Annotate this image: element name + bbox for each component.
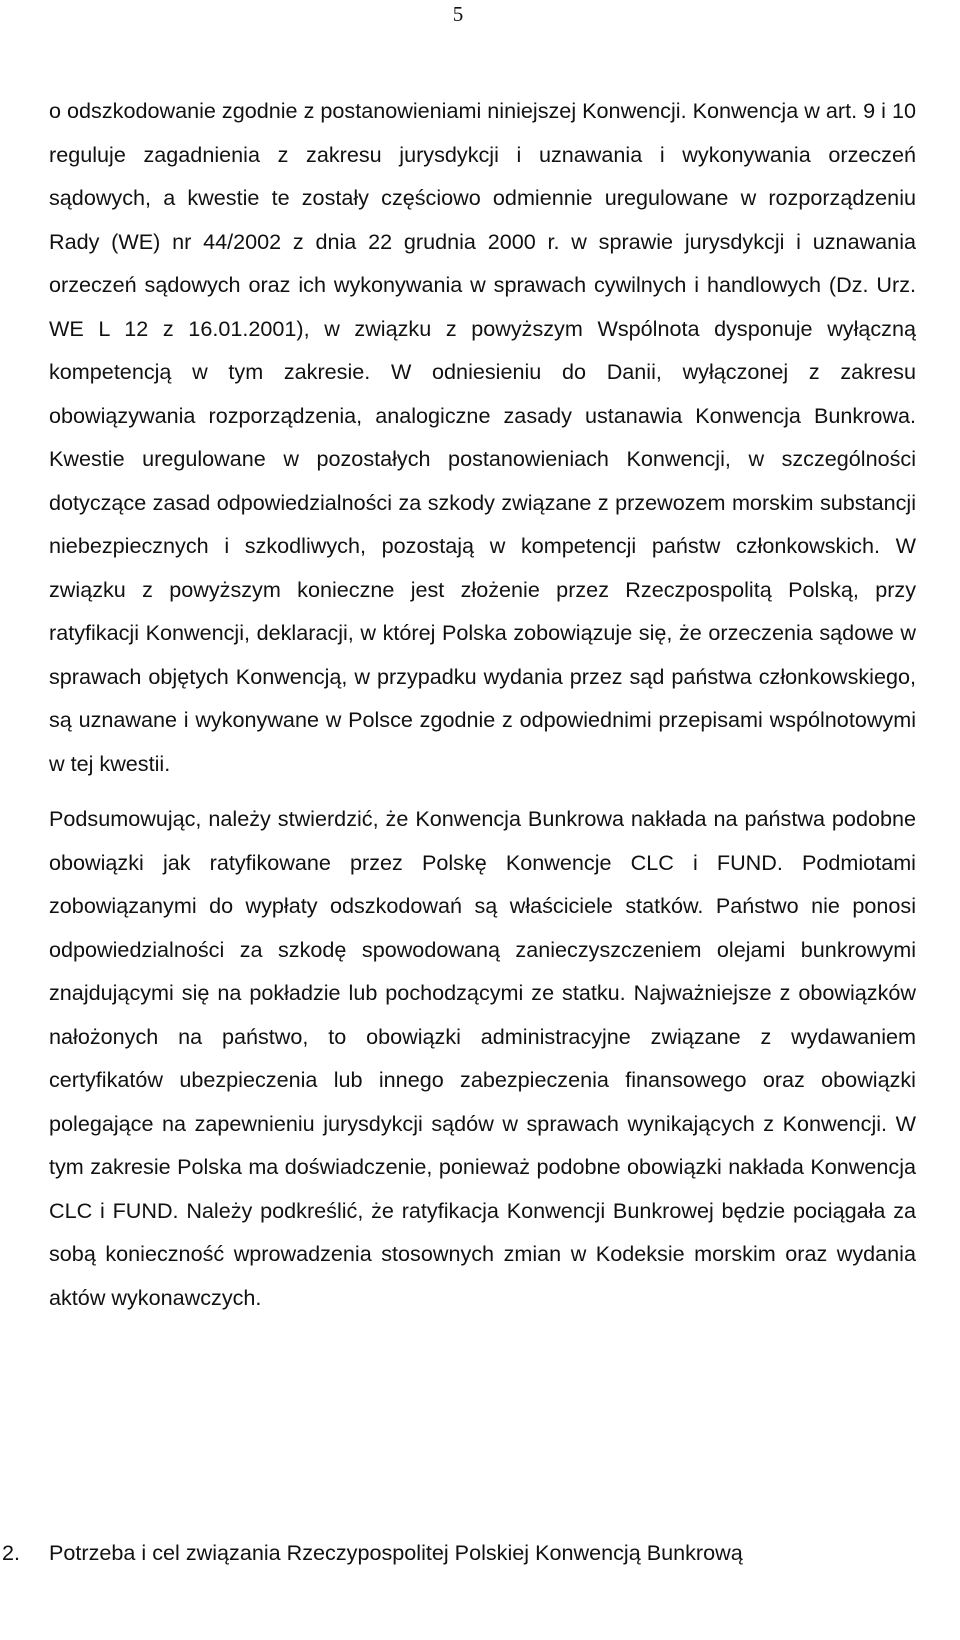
document-body (49, 89, 916, 1319)
paragraph-jurisdiction: o odszkodowanie zgodnie z postanowieniami niniejszej Konwencji. Konwencja w art. 9 i 10 reguluje zagadnienia z zakresu jurysdykcji i uznawania i wykonywania orzeczeń sądowych, a kwestie te zostały częściowo odmiennie uregulowane w rozporządzeniu Rady (WE) nr 44/2002 z dnia 22 grudnia 2000 r. w sprawie jurysdykcji i uznawania orzeczeń sądowych oraz ich wykonywania w sprawach cywilnych i handlowych (Dz. Urz. WE L 12 z 16.01.2001), w związku z powyższym Wspólnota dysponuje wyłączną kompetencją w tym zakresie. W odniesieniu do Danii, wyłączonej z zakresu obowiązywania rozporządzenia, analogiczne zasady ustanawia Konwencja Bunkrowa. Kwestie uregulowane w pozostałych postanowieniach Konwencji, w szczególności dotyczące zasad odpowiedzialności za szkody związane z przewozem morskim substancji niebezpiecznych i szkodliwych, pozostają w kompetencji państw członkowskich. W związku z powyższym konieczne jest złożenie przez Rzeczpospolitą Polską, przy ratyfikacji Konwencji, deklaracji, w której Polska zobowiązuje się, że orzeczenia sądowe w sprawach objętych Konwencją, w przypadku wydania przez sąd państwa członkowskiego, są uznawane i wykonywane w Polsce zgodnie z odpowiednimi przepisami wspólnotowymi w tej kwestii. (49, 98, 916, 776)
section-number: 2. (2, 1540, 21, 1565)
page-number: 5 (452, 2, 464, 26)
section-title: Potrzeba i cel związania Rzeczypospolitej Polskiej Konwencją Bunkrową (49, 1540, 743, 1565)
paragraph-summary: Podsumowując, należy stwierdzić, że Konwencja Bunkrowa nakłada na państwa podobne obowiązki jak ratyfikowane przez Polskę Konwencje CLC i FUND. Podmiotami zobowiązanymi do wypłaty odszkodowań są właściciele statków. Państwo nie ponosi odpowiedzialności za szkodę spowodowaną zanieczyszczeniem olejami bunkrowymi znajdującymi się na pokładzie lub pochodzącymi ze statku. Najważniejsze z obowiązków nałożonych na państwo, to obowiązki administracyjne związane z wydawaniem certyfikatów ubezpieczenia lub innego zabezpieczenia finansowego oraz obowiązki polegające na zapewnieniu jurysdykcji sądów w sprawach wynikających z Konwencji. W tym zakresie Polska ma doświadczenie, ponieważ podobne obowiązki nakłada Konwencja CLC i FUND. Należy podkreślić, że ratyfikacja Konwencji Bunkrowej będzie pociągała za sobą konieczność wprowadzenia stosownych zmian w Kodeksie morskim oraz wydania aktów wykonawczych. (49, 806, 916, 1310)
